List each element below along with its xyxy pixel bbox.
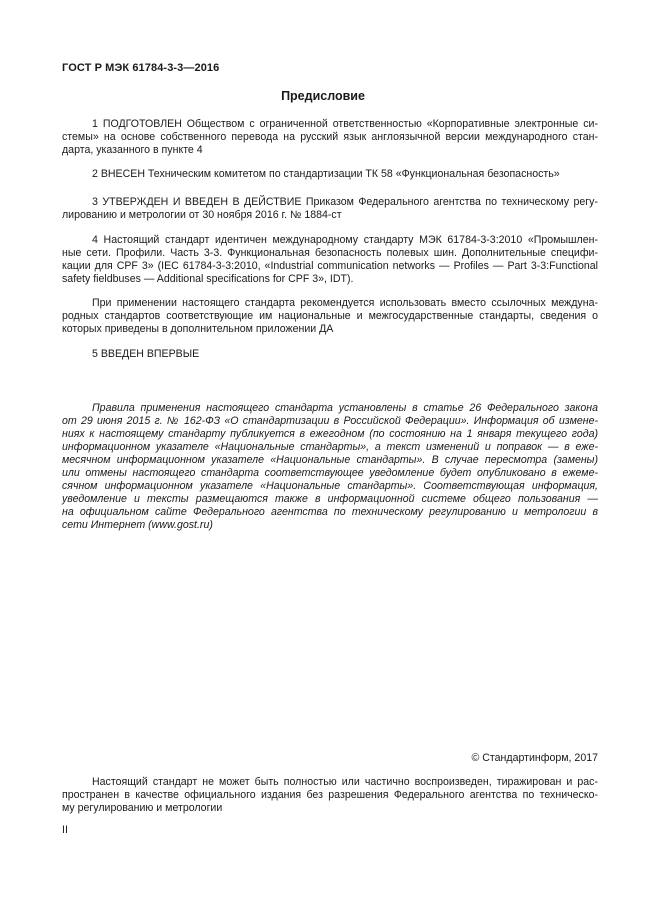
foreword-item-5 (62, 348, 598, 361)
reproduction-notice (62, 776, 598, 815)
page-number: II (62, 824, 68, 836)
foreword-item-1 (62, 118, 598, 157)
document-code: ГОСТ Р МЭК 61784-3-3—2016 (62, 62, 220, 74)
foreword-item-2 (62, 168, 598, 181)
text-line: пространен в качестве официального издания без разрешения Федерального агентства по техническо- (62, 789, 598, 801)
text-line: уведомление и тексты размещаются также в информационной системе общего пользования — (62, 493, 598, 505)
text-line: месячном информационном указателе «Национальные стандарты». В случае пересмотра (замены) (62, 454, 598, 466)
text-line: дарта, указанного в пункте 4 (62, 144, 203, 156)
copyright: © Стандартинформ, 2017 (471, 752, 598, 764)
foreword-item-4 (62, 234, 598, 286)
text-line: сети Интернет (www.gost.ru) (62, 519, 213, 531)
text-line: 5 ВВЕДЕН ВПЕРВЫЕ (92, 348, 200, 360)
text-line: му регулированию и метрологии (62, 802, 223, 814)
foreword-item-3 (62, 196, 598, 222)
text-line: стемы» на основе собственного перевода на русский язык англоязычной версии международного стан- (62, 131, 598, 143)
text-line: При применении настоящего стандарта рекомендуется использовать вместо ссылочных междуна- (92, 297, 598, 309)
text-line: от 29 июня 2015 г. № 162-ФЗ «О стандартизации в Российской Федерации». Информация об измене- (62, 415, 598, 427)
text-line: Настоящий стандарт не может быть полностью или частично воспроизведен, тиражирован и рас- (92, 776, 598, 788)
text-line: родных стандартов соответствующие им национальные и межгосударственные стандарты, сведения о (62, 310, 598, 322)
text-line: информационном указателе «Национальные стандарты», а текст изменений и поправок — в еже- (62, 441, 598, 453)
text-line: кации для CPF 3» (IEC 61784-3-3:2010, «Industrial communication networks — Profiles — Part 3-3:Functional (62, 260, 598, 272)
text-line: сячном информационном указателе «Национальные стандарты». Соответствующая информация, (62, 480, 598, 492)
text-line: ниях к настоящему стандарту публикуется в ежегодном (по состоянию на 1 января текущего года) (62, 428, 598, 440)
foreword-item-4-note (62, 297, 598, 336)
text-line: Правила применения настоящего стандарта установлены в статье 26 Федерального закона (92, 402, 598, 414)
page-title: Предисловие (281, 89, 365, 103)
text-line: 3 УТВЕРЖДЕН И ВВЕДЕН В ДЕЙСТВИЕ Приказом Федерального агентства по техническому регу- (92, 196, 598, 208)
text-line: на официальном сайте Федерального агентства по техническому регулированию и метрологии в (62, 506, 598, 518)
text-line: или отмены настоящего стандарта соответствующее уведомление будет опубликовано в ежеме- (62, 467, 598, 479)
text-line: ные сети. Профили. Часть 3-3. Функциональная безопасность полевых шин. Дополнительные специфи- (62, 247, 598, 259)
rules-notice (62, 402, 598, 532)
text-line: safety fieldbuses — Additional specifications for CPF 3», IDT). (62, 273, 354, 285)
text-line: 1 ПОДГОТОВЛЕН Обществом с ограниченной ответственностью «Корпоративные электронные си- (92, 118, 598, 130)
text-line: которых приведены в дополнительном приложении ДА (62, 323, 334, 335)
text-line: лированию и метрологии от 30 ноября 2016 г. № 1884-ст (62, 209, 342, 221)
text-line: 4 Настоящий стандарт идентичен международному стандарту МЭК 61784-3-3:2010 «Промышлен- (92, 234, 598, 246)
text-line: 2 ВНЕСЕН Техническим комитетом по стандартизации ТК 58 «Функциональная безопасность» (92, 168, 560, 180)
